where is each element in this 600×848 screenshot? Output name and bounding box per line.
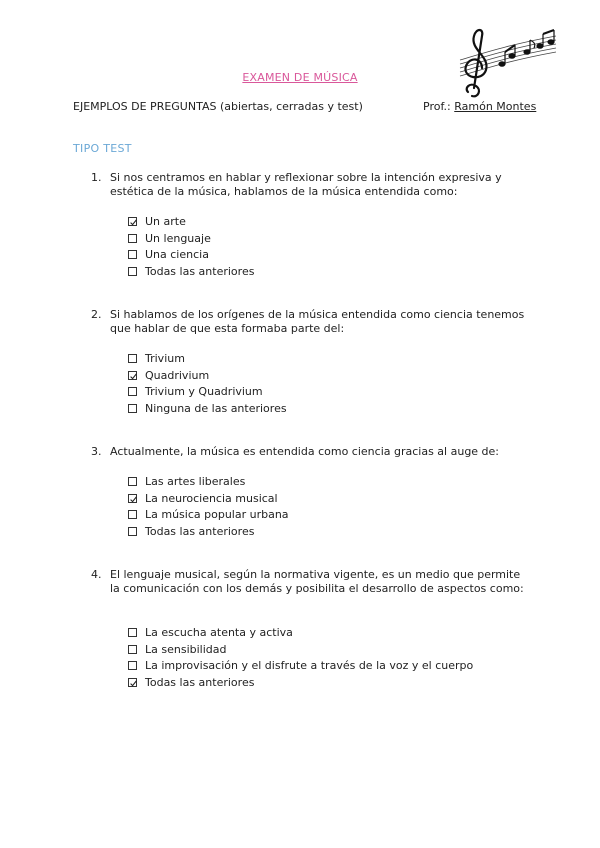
option-label: Una ciencia <box>145 248 209 261</box>
question-text: El lenguaje musical, según la normativa vigente, es un medio que permite la comunicación con los demás y posibilita el desarrollo de aspectos como: <box>110 568 524 595</box>
option-label: La improvisación y el disfrute a través de la voz y el cuerpo <box>145 659 474 672</box>
checkbox[interactable] <box>128 267 137 276</box>
teacher-name: Ramón Montes <box>454 100 537 113</box>
teacher-credit <box>423 100 536 113</box>
option-label: Ninguna de las anteriores <box>145 401 287 415</box>
checkbox[interactable] <box>128 404 137 413</box>
checked-checkbox[interactable] <box>128 494 137 503</box>
option-label: Un arte <box>145 215 186 228</box>
treble-clef-notes-icon <box>452 26 562 104</box>
checkbox[interactable] <box>128 387 137 396</box>
checked-checkbox[interactable] <box>128 678 137 687</box>
checkbox[interactable] <box>128 250 137 259</box>
option-label: Quadrivium <box>145 368 210 382</box>
checked-checkbox[interactable] <box>128 371 137 380</box>
option-label: Todas las anteriores <box>145 524 255 538</box>
option-label: La música popular urbana <box>145 508 289 521</box>
exam-subtitle: EJEMPLOS DE PREGUNTAS (abiertas, cerradas y test) <box>73 100 363 113</box>
question-number: 2. <box>91 308 102 321</box>
section-title: TIPO TEST <box>73 142 132 155</box>
exam-title: EXAMEN DE MÚSICA <box>242 71 358 84</box>
question-text: Actualmente, la música es entendida como ciencia gracias al auge de: <box>110 445 500 458</box>
question-number: 1. <box>91 171 102 184</box>
checkmark-icon <box>129 372 138 381</box>
checkbox[interactable] <box>128 661 137 670</box>
question-text: Si hablamos de los orígenes de la música entendida como ciencia tenemos que hablar de que esta formaba parte del: <box>110 308 525 335</box>
checkbox[interactable] <box>128 234 137 243</box>
checkbox[interactable] <box>128 477 137 486</box>
teacher-prefix: Prof.: <box>423 100 451 113</box>
checkmark-icon <box>129 495 138 504</box>
option-label: Todas las anteriores <box>145 675 255 689</box>
checkbox[interactable] <box>128 628 137 637</box>
checkbox[interactable] <box>128 527 137 536</box>
option-label: La sensibilidad <box>145 642 227 656</box>
option-label: Un lenguaje <box>145 231 211 245</box>
checked-checkbox[interactable] <box>128 217 137 226</box>
option-label: Las artes liberales <box>145 475 246 488</box>
option-label: La neurociencia musical <box>145 491 278 505</box>
question-number: 3. <box>91 445 102 458</box>
question-text: Si nos centramos en hablar y reflexionar sobre la intención expresiva y estética de la música, hablamos de la música entendida como: <box>110 171 502 198</box>
option-label: La escucha atenta y activa <box>145 626 293 639</box>
question-number: 4. <box>91 568 102 581</box>
checkbox[interactable] <box>128 354 137 363</box>
checkmark-icon <box>129 218 138 227</box>
option-label: Trivium y Quadrivium <box>145 385 263 398</box>
checkbox[interactable] <box>128 510 137 519</box>
checkbox[interactable] <box>128 645 137 654</box>
option-label: Todas las anteriores <box>145 264 255 278</box>
option-label: Trivium <box>145 352 185 365</box>
checkmark-icon <box>129 679 138 688</box>
